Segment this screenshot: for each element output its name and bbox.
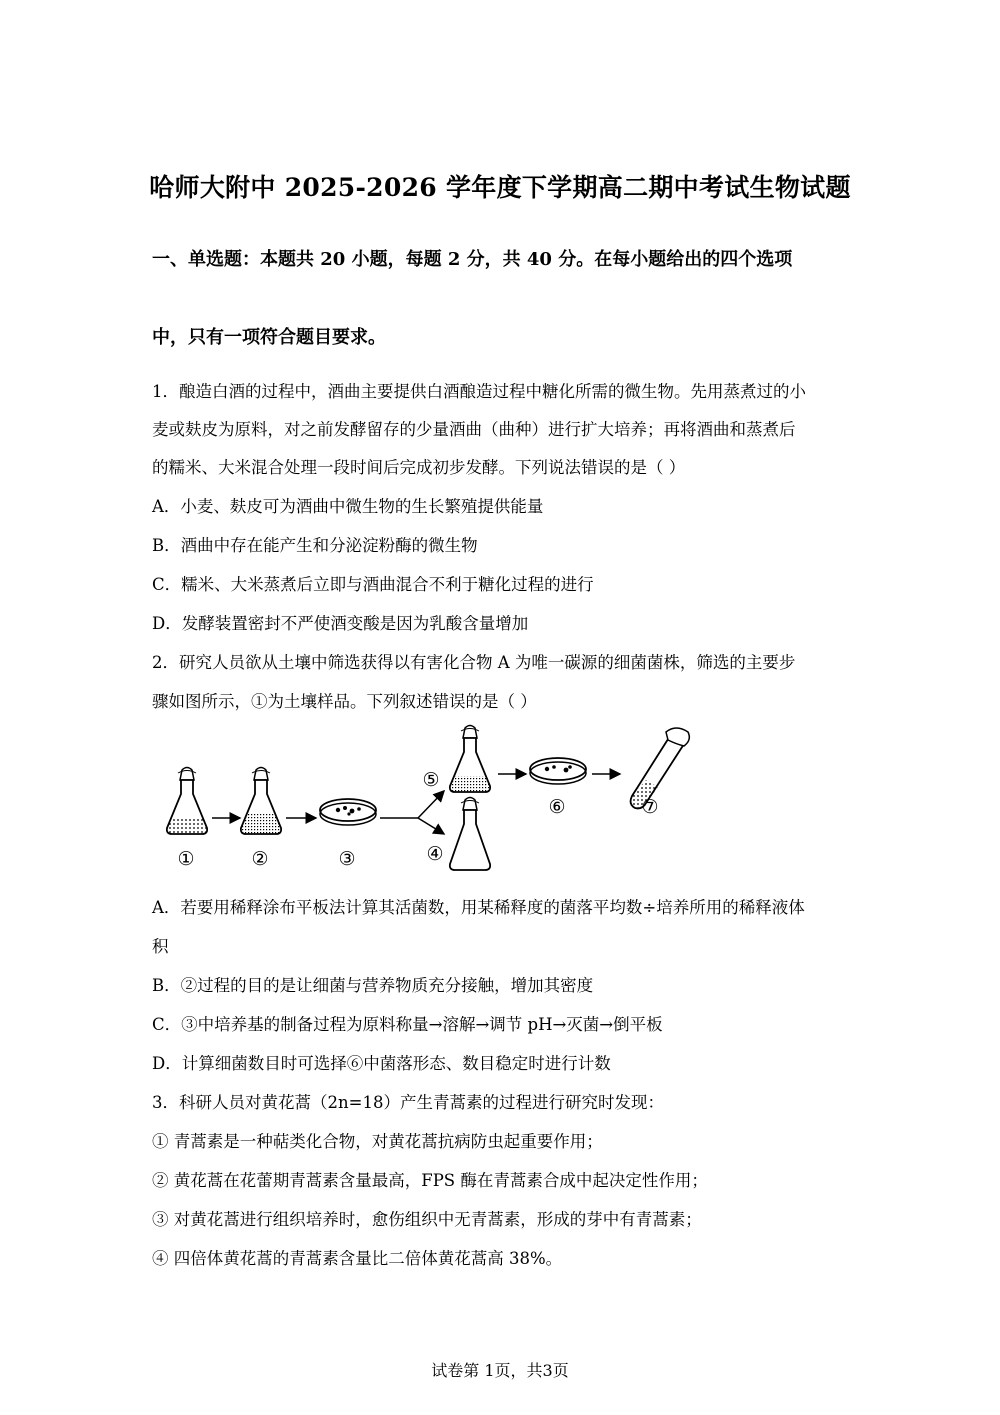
q2-option-c: C．③中培养基的制备过程为原料称量→溶解→调节 pH→灭菌→倒平板 — [152, 1015, 663, 1034]
q1-option-a: A．小麦、麸皮可为酒曲中微生物的生长繁殖提供能量 — [152, 497, 544, 516]
arrow-to-5 — [418, 791, 444, 818]
q2-option-a-line1: A．若要用稀释涂布平板法计算其活菌数，用某稀释度的菌落平均数÷培养所用的稀释液体 — [152, 898, 805, 917]
test-tube-7-icon — [631, 728, 690, 808]
screening-procedure-figure — [152, 718, 712, 878]
q1-stem-line2: 麦或麸皮为原料，对之前发酵留存的少量酒曲（曲种）进行扩大培养；再将酒曲和蒸煮后 — [152, 420, 796, 439]
flask-5-icon — [450, 726, 490, 793]
label-4: ④ — [426, 843, 444, 865]
flask-2-icon — [241, 768, 281, 835]
q1-stem-line3: 的糯米、大米混合处理一段时间后完成初步发酵。下列说法错误的是（ ） — [152, 458, 686, 477]
q2-stem-line1: 2．研究人员欲从土壤中筛选获得以有害化合物 A 为唯一碳源的细菌菌株，筛选的主要步 — [152, 653, 796, 672]
q2-stem-line2: 骤如图所示，①为土壤样品。下列叙述错误的是（ ） — [152, 692, 537, 711]
label-6: ⑥ — [548, 796, 566, 818]
flask-4-icon — [450, 798, 490, 871]
q1-option-c: C．糯米、大米蒸煮后立即与酒曲混合不利于糖化过程的进行 — [152, 575, 594, 594]
flask-1-icon — [167, 768, 207, 835]
q3-item-1: ① 青蒿素是一种萜类化合物，对黄花蒿抗病防虫起重要作用； — [152, 1132, 603, 1151]
section-heading-line1: 一、单选题：本题共 20 小题，每题 2 分，共 40 分。在每小题给出的四个选项 — [152, 249, 793, 270]
q3-item-4: ④ 四倍体黄花蒿的青蒿素含量比二倍体黄花蒿高 38%。 — [152, 1249, 563, 1268]
q3-stem: 3．科研人员对黄花蒿（2n=18）产生青蒿素的过程进行研究时发现： — [152, 1093, 664, 1112]
q2-option-d: D．计算细菌数目时可选择⑥中菌落形态、数目稳定时进行计数 — [152, 1054, 611, 1073]
label-7: ⑦ — [641, 796, 659, 818]
q1-option-b: B．酒曲中存在能产生和分泌淀粉酶的微生物 — [152, 536, 478, 555]
label-5: ⑤ — [422, 769, 440, 791]
q2-option-a-line2: 积 — [152, 937, 169, 956]
arrow-to-4 — [418, 818, 444, 834]
petri-dish-3-icon — [320, 799, 376, 825]
q1-stem-line1: 1．酿造白酒的过程中，酒曲主要提供白酒酿造过程中糖化所需的微生物。先用蒸煮过的小 — [152, 382, 806, 401]
exam-title: 哈师大附中 2025-2026 学年度下学期高二期中考试生物试题 — [149, 173, 851, 202]
label-1: ① — [177, 848, 195, 870]
section-heading-line2: 中，只有一项符合题目要求。 — [152, 327, 386, 348]
q3-item-2: ② 黄花蒿在花蕾期青蒿素含量最高，FPS 酶在青蒿素合成中起决定性作用； — [152, 1171, 708, 1190]
q3-item-3: ③ 对黄花蒿进行组织培养时，愈伤组织中无青蒿素，形成的芽中有青蒿素； — [152, 1210, 702, 1229]
q1-option-d: D．发酵装置密封不严使酒变酸是因为乳酸含量增加 — [152, 614, 529, 633]
label-3: ③ — [338, 848, 356, 870]
q2-option-b: B．②过程的目的是让细菌与营养物质充分接触，增加其密度 — [152, 976, 594, 995]
page-footer: 试卷第 1页，共3页 — [431, 1361, 569, 1380]
label-2: ② — [251, 848, 269, 870]
petri-dish-6-icon — [530, 758, 586, 784]
